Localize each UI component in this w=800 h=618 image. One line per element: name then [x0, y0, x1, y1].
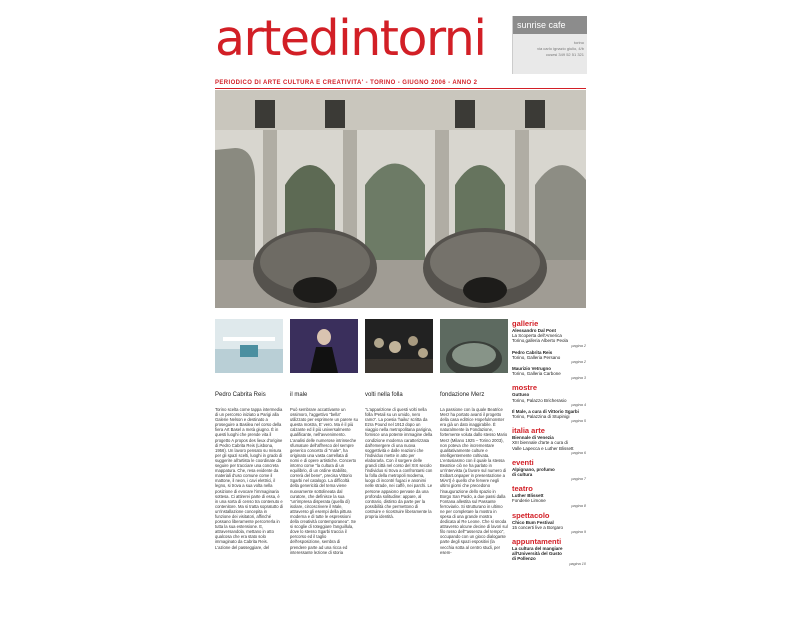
thumb-il-male: [290, 319, 358, 373]
entry-line: Torino, Palazzina di Stupinigi: [512, 414, 570, 420]
article-body-il-male: Può sembrare accattivante un ossimoro, l'aggettivo "bella" utilizzato per esprimere un parere su questa mostra, E' vero. Ma è il più calzante ed il più universalmente qualificante, nell'avvenimento. L'analisi delle numerose intrinseche sfumature dell'affresco del sempre generico concetto di "male", ha originato una vasta carrellata di nomi e di opere artistiche. Concerto intorno come "la cultura di un equilibrio, di un ordine stabilito, correrà del bene", precisa Vittorio Sgarbi nel catalogo. La difficoltà della genericità del tema viene nuovamente sottolineata dal curatore, che definisce la sua "un'impresa disperata (quella di) isolare, circoscrivere il Male, attraverso gli esempi della pittura moderna e di tutte le espressioni della creatività contemporanea". Se si scoglie di roteggiare l'anguillula, dove lo stesso Sgarbi traccia il percorso ed il taglio dell'esposizione, sembra di prendere parte ad una ricca ed interessante lezione di storia: [290, 407, 358, 555]
entry-line: Torino,galleria Alberto Peola: [512, 338, 569, 344]
thumb-volti-folla: [365, 319, 433, 373]
section-mostre: [512, 383, 586, 423]
sidebar-index: [512, 316, 586, 568]
article-body-volti-folla: "L'apparizione di questi volti nella folla /Petali su un umido, nero ramo". La poesia 'haiku' scritta da Ezra Pound nel 1913 dopo un viaggio nella metropolitana parigina, fornisce una potente immagine della condizione moderna caratterizzata dall'emergere di una nuova soggettività e dalle reazioni che l'individuo mette in atto per elaborarla. Con il sorgere delle grandi città nel corso del XIX secolo l'individuo si trova a confrontarsi con la folla della metropoli moderna, luogo di incontri fugaci e anonimi nelle strade, nei caffè, nei parchi. Le persone appaiono pervase da una profonda solitudine: appare, al contrario, distinto da parte per la possibilità che permettono di costruire e ricostruire liberamente la propria identità.: [365, 407, 433, 519]
page-ref: pagina 6: [571, 450, 586, 455]
article-body-fondazione-merz: La passione con la quale Beatrice Merz ha portato avanti il progetto della casa editrice Hopefulmonster era già un dato inaggirabile. È naturalmente la Fondazione, fortemente voluta dallo stesso Mario Merz (Milano 1925 – Torino 2003), non poteva che incrementare qualitativamente culture e intelligentemente coltivata. L'entusiasmo con il quale la stessa Beatrice ciò ne ha parlato in un'intervista (a favore sul numero di Exibart.onpaper in presentazione a MiArt) è quello che fervere negli ultimi giorni che precedono l'inaugurazione dello spazio in Borgo San Paolo, a due passi dalla Fontana allestita sul Passante ferroviario. Si strutturano in ultimo ne per completare la mostra in spesa di una grande mostra dedicata al Re Leone. Che si snoda attraverso alcune decine di lavori sul filo rosso dell'"assenza del tempo", occupando con un gioco dialogante parte degli spazi espositivi (la vecchia sotta al centro studi, per esem-: [440, 407, 508, 555]
entry-line: Torino, Palazzo Bricherasio: [512, 397, 567, 403]
entry-line: di cultura: [512, 472, 533, 478]
section-eventi: [512, 458, 586, 481]
installation-photo-icon: [215, 319, 283, 373]
entry-title: Alessandro Dal Pont: [512, 328, 557, 333]
entry-title: La cultura del mangiare: [512, 546, 563, 552]
thumb-cabrita-reis: [215, 319, 283, 373]
page-ref: pagina 3: [571, 376, 586, 381]
caption-fondazione-merz: fondazione Merz: [440, 392, 485, 398]
masthead-title: artedintorni: [215, 10, 486, 67]
section-title: appuntamenti: [512, 537, 562, 547]
entry-title: Guttuso: [512, 392, 530, 398]
article-body-cabrita-reis: Torino scelta come tappa intermedia di un percorso iniziato a Parigi alla Galerie Nelson e destinato a proseguire a Basilea nel corso della fiera Art Basel a metà giugno. È in questi luoghi che prende vita il progetto A propos des lieux d'origine di Pedro Cabrita Reis (Lisbona, 1956). Un lavoro pensato su misura per gli spazi scelti, luoghi in grado di suggerire all'artista le coordinate da seguire per tracciare una concreta mappatura. Che, resa evidente da materiali d'uso comune come il mattone, il neon, i cavi elettrici, il legno, si trova a sua volta nella posizione di evocare l'immaginaria sottesa. Ci attirerei parte di essa, è in una sorta di censo tra contenuto e contenitore. Ma si tratta sopratutto di un'installazione concepita in funzione dei visitatori, affinché possano liberamente percorrerla in tutta la sua estensione. E, attraversandola, mettano in atto qualcosa che era stato solo immaginato da Cabrita Reis. L'azione del passeggiare, del: [215, 407, 283, 550]
header-rule: [215, 88, 586, 89]
hero-photo: [215, 90, 586, 308]
igloo-photo-icon: [440, 319, 508, 373]
entry-line: Torino, Galleria Carbone: [512, 371, 561, 377]
caption-il-male: il male: [290, 392, 308, 398]
ad-title: sunrise cafe: [513, 16, 587, 34]
entry-line: 15 concerti live a Borgaro: [512, 524, 564, 530]
entry-title: Alpignano, profumo: [512, 466, 555, 472]
page-ref: pagina 7: [571, 477, 586, 482]
ad-phone: cusesi 349 52 51 321: [545, 52, 584, 57]
page-ref: pagina 5: [571, 419, 586, 424]
ad-address: via carlo ignazio giulio, 4/b: [537, 46, 584, 51]
entry-title: Maurizio Vetrugno: [512, 366, 552, 372]
entry-line: all'Università del Gusto: [512, 551, 562, 557]
painting-photo-icon: [290, 319, 358, 373]
page-ref: pagina 9: [571, 530, 586, 535]
page-ref: pagina 4: [571, 402, 586, 407]
section-appuntamenti: [512, 537, 586, 566]
caption-volti-folla: volti nella folla: [365, 392, 403, 398]
thumb-fondazione-merz: [440, 319, 508, 373]
page-ref: pagina 10: [569, 561, 586, 566]
entry-title: Luther Blissett: [512, 493, 544, 499]
page-ref: pagina 2: [571, 360, 586, 365]
sunrise-cafe-ad: [512, 16, 587, 74]
section-title: spettacolo: [512, 510, 550, 520]
entry-line: XIII biennale d'arte a cura di: [512, 440, 568, 446]
section-title: teatro: [512, 484, 533, 494]
entry-title: Il Male, a cura di Vittorio Sgarbi: [512, 408, 579, 414]
entry-line: di Pollenzo: [512, 556, 536, 562]
section-title: italia arte: [512, 426, 545, 436]
entry-line: Fonderie Limone: [512, 498, 546, 504]
entry-title: Pedro Cabrita Reis: [512, 349, 553, 355]
section-gallerie: [512, 319, 586, 380]
section-title: mostre: [512, 383, 538, 393]
crowd-photo-icon: [365, 319, 433, 373]
entry-line: Valle Lapecca e Luther Blissett: [512, 445, 574, 451]
newspaper-page: [215, 0, 586, 618]
page-ref: pagina 8: [571, 503, 586, 508]
caption-cabrita-reis: Pedro Cabrita Reis: [215, 392, 266, 398]
entry-title: Biennale di Venezia: [512, 435, 554, 441]
section-spettacolo: [512, 511, 586, 534]
section-italia-arte: [512, 426, 586, 455]
entry-line: La Scoperta dell'America: [512, 333, 562, 339]
entry-line: Torino, Galleria Persano: [512, 354, 561, 360]
section-teatro: [512, 484, 586, 507]
page-ref: pagina 2: [571, 343, 586, 348]
section-title: gallerie: [512, 319, 539, 328]
ad-city: torino: [573, 40, 584, 45]
entry-title: Chico Bum Festival: [512, 519, 554, 525]
section-title: eventi: [512, 457, 534, 467]
issue-line: PERIODICO DI ARTE CULTURA E CREATIVITA' - TORINO - GIUGNO 2006 - ANNO 2: [215, 80, 478, 86]
courtyard-photo-icon: [215, 90, 586, 308]
